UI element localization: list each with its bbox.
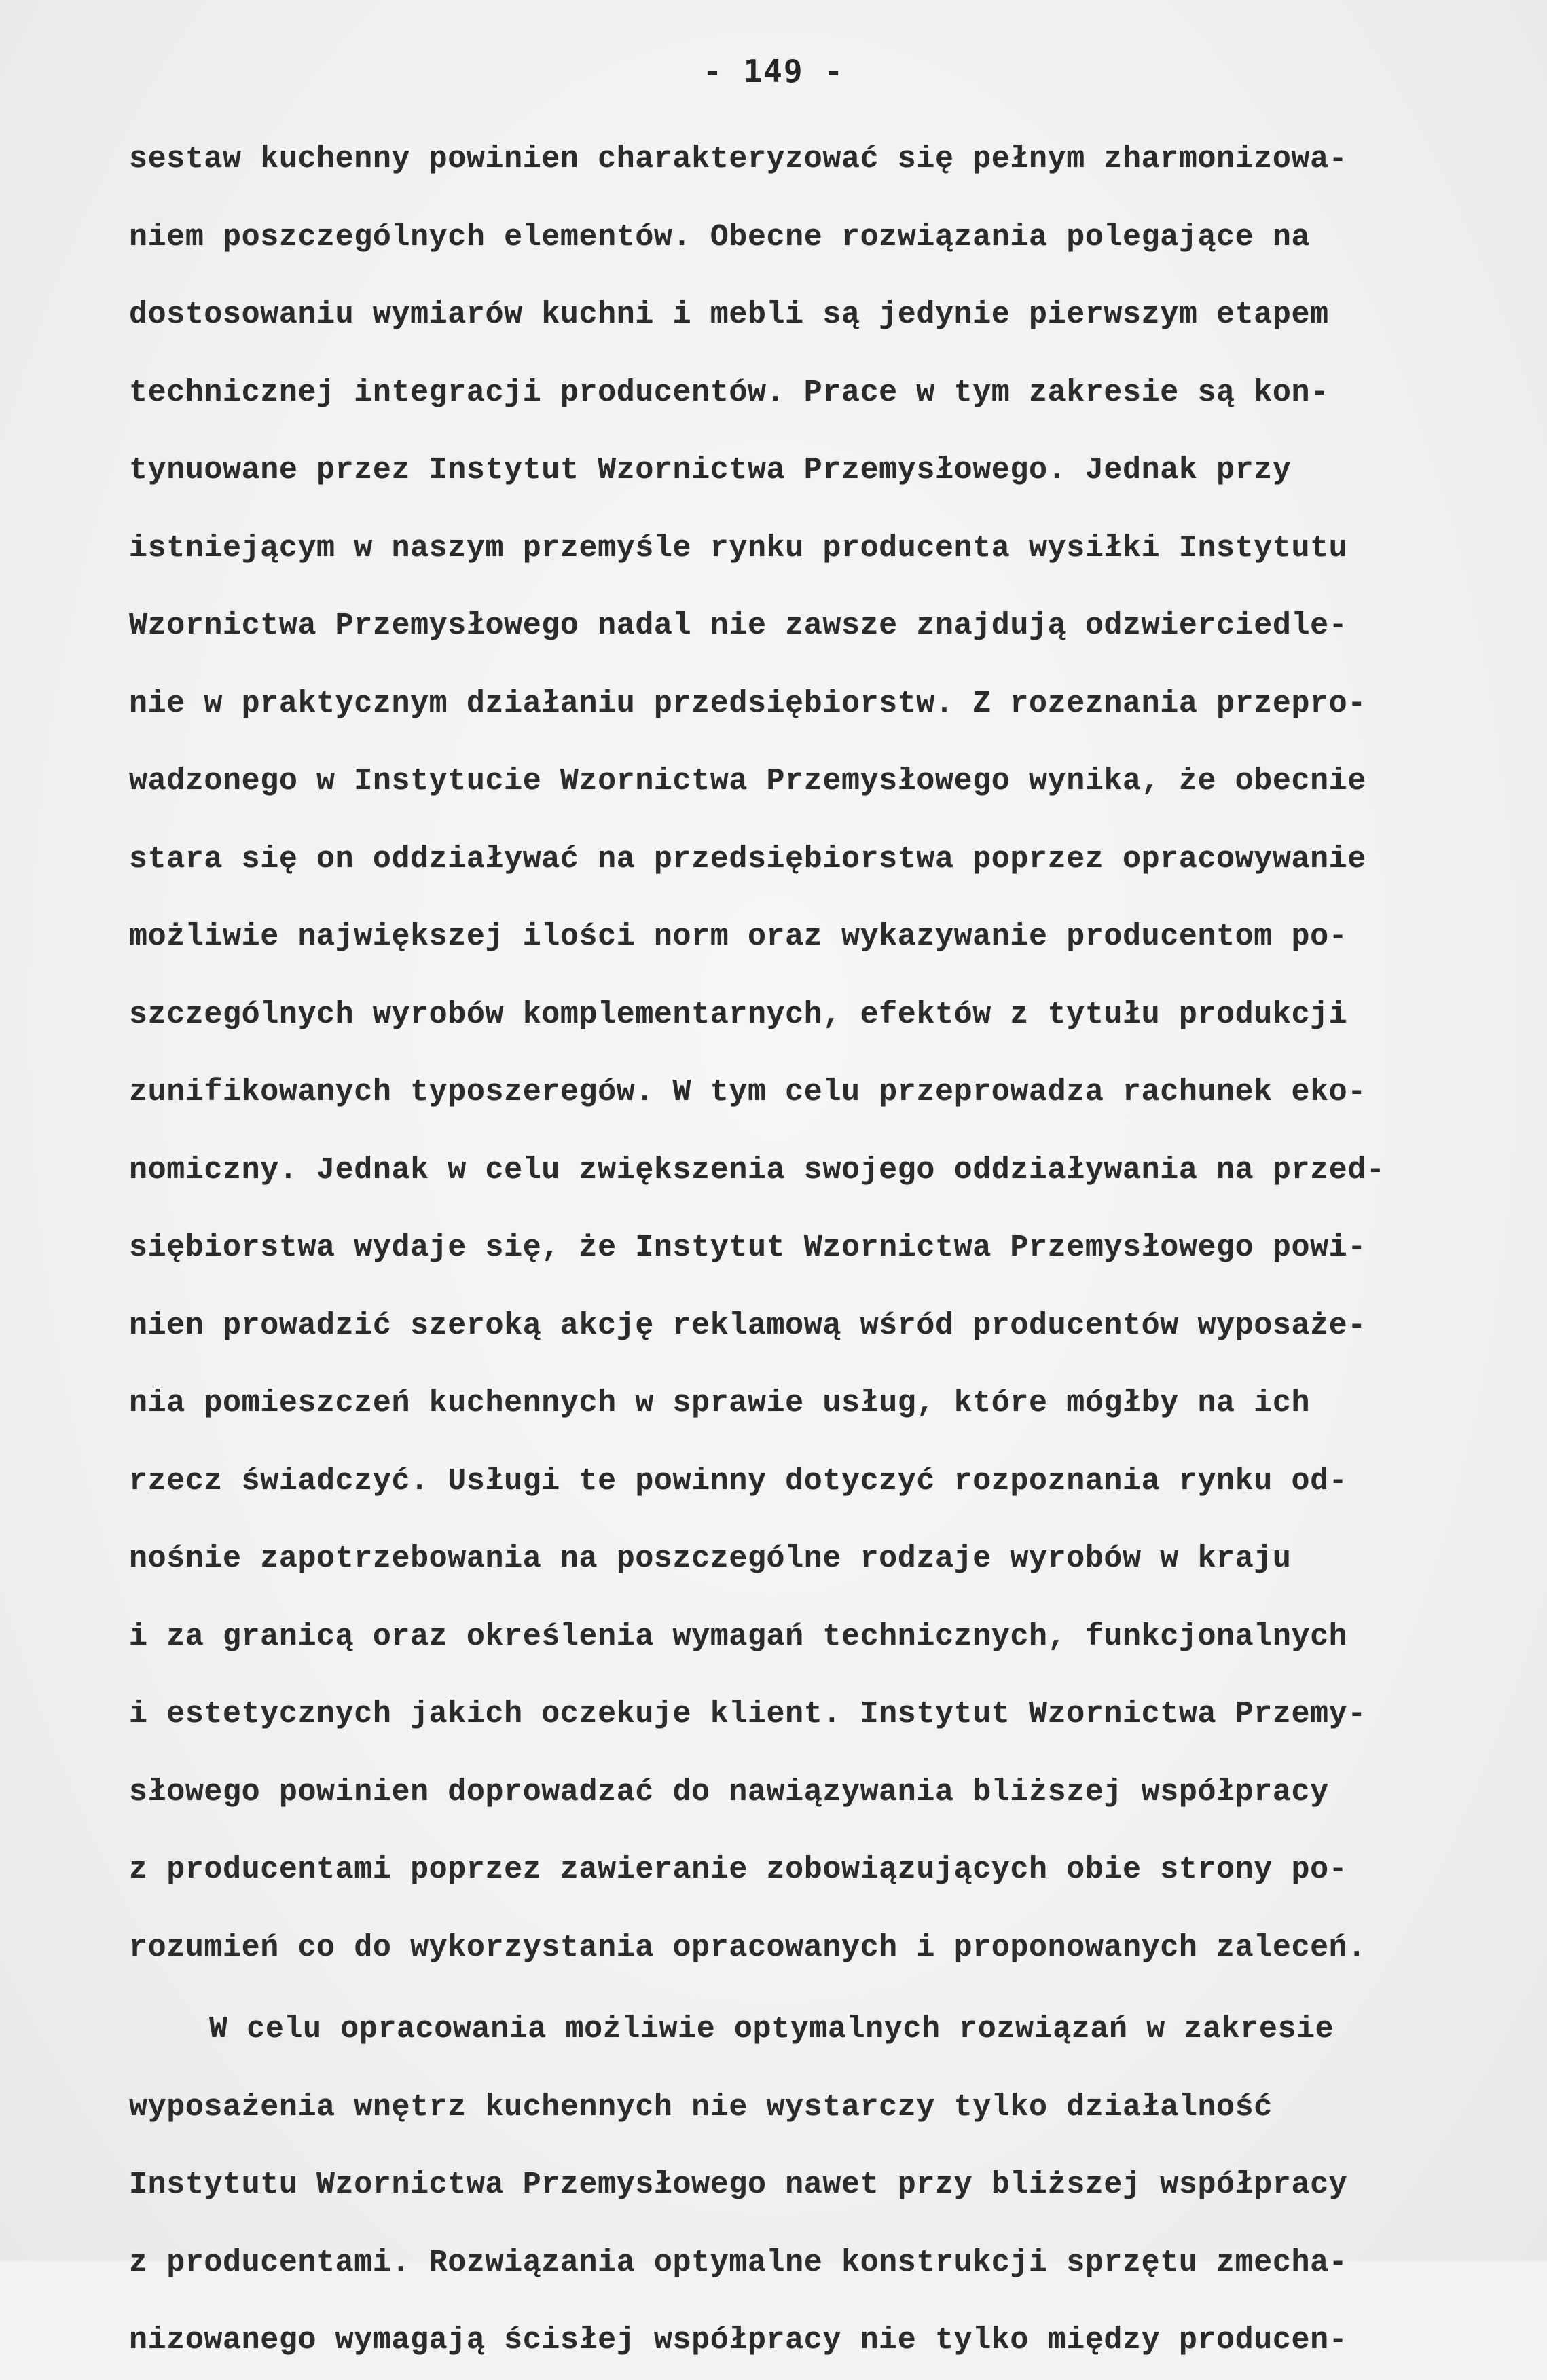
text-line: istniejącym w naszym przemyśle rynku producenta wysiłki Instytutu — [129, 530, 1348, 566]
text-line: nie w praktycznym działaniu przedsiębiorstw. Z rozeznania przepro- — [129, 686, 1366, 721]
page-number: - 149 - — [703, 53, 844, 90]
text-line: z producentami poprzez zawieranie zobowiązujących obie strony po- — [129, 1852, 1348, 1887]
text-line: Instytutu Wzornictwa Przemysłowego nawet przy bliższej współpracy — [129, 2167, 1348, 2202]
body-text — [129, 121, 1494, 2380]
text-line: i estetycznych jakich oczekuje klient. Instytut Wzornictwa Przemy- — [129, 1697, 1366, 1732]
text-line: nizowanego wymagają ścisłej współpracy nie tylko między producen- — [129, 2323, 1348, 2358]
text-line: sestaw kuchenny powinien charakteryzować się pełnym zharmonizowa- — [129, 142, 1348, 177]
text-line: zunifikowanych typoszeregów. W tym celu przeprowadza rachunek eko- — [129, 1075, 1366, 1110]
text-line: rozumień co do wykorzystania opracowanych i proponowanych zaleceń. — [129, 1930, 1366, 1965]
text-line: szczególnych wyrobów komplementarnych, efektów z tytułu produkcji — [129, 997, 1348, 1032]
text-line: nia pomieszczeń kuchennych w sprawie usług, które mógłby na ich — [129, 1386, 1311, 1421]
text-line: dostosowaniu wymiarów kuchni i mebli są jedynie pierwszym etapem — [129, 297, 1329, 332]
text-line: niem poszczególnych elementów. Obecne rozwiązania polegające na — [129, 219, 1311, 255]
text-line: słowego powinien doprowadzać do nawiązywania bliższej współpracy — [129, 1774, 1329, 1810]
text-line: siębiorstwa wydaje się, że Instytut Wzornictwa Przemysłowego powi- — [129, 1230, 1366, 1265]
text-line: technicznej integracji producentów. Prace w tym zakresie są kon- — [129, 375, 1329, 410]
text-line: nomiczny. Jednak w celu zwiększenia swojego oddziaływania na przed- — [129, 1152, 1385, 1188]
text-line: stara się on oddziaływać na przedsiębiorstwa poprzez opracowywanie — [129, 841, 1366, 877]
text-line: możliwie największej ilości norm oraz wykazywanie producentom po- — [129, 919, 1348, 954]
text-line: rzecz świadczyć. Usługi te powinny dotyczyć rozpoznania rynku od- — [129, 1463, 1348, 1499]
paragraph-start-line: W celu opracowania możliwie optymalnych rozwiązań w zakresie — [209, 2012, 1334, 2047]
text-line: tynuowane przez Instytut Wzornictwa Przemysłowego. Jednak przy — [129, 453, 1292, 488]
text-line: z producentami. Rozwiązania optymalne konstrukcji sprzętu zmecha- — [129, 2245, 1348, 2280]
text-line: nien prowadzić szeroką akcję reklamową wśród producentów wyposaże- — [129, 1308, 1366, 1343]
text-line: Wzornictwa Przemysłowego nadal nie zawsze znajdują odzwierciedle- — [129, 608, 1348, 643]
text-line: nośnie zapotrzebowania na poszczególne rodzaje wyrobów w kraju — [129, 1541, 1292, 1576]
text-line: i za granicą oraz określenia wymagań technicznych, funkcjonalnych — [129, 1619, 1348, 1654]
text-line: wadzonego w Instytucie Wzornictwa Przemysłowego wynika, że obecnie — [129, 764, 1366, 799]
text-line: wyposażenia wnętrz kuchennych nie wystarczy tylko działalność — [129, 2089, 1273, 2125]
